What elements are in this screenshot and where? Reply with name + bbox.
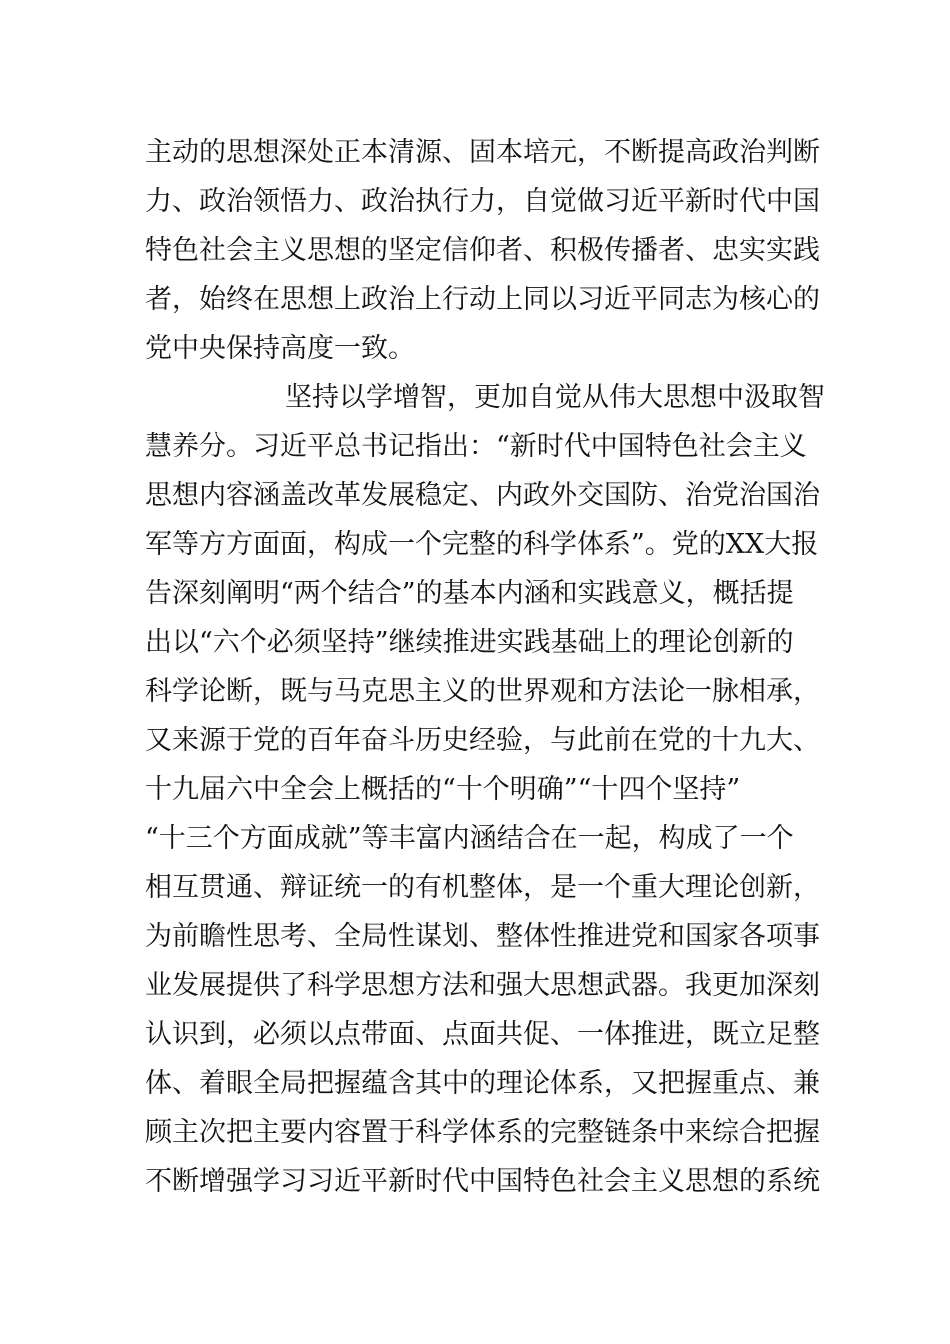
- text-line: 认识到，必须以点带面、点面共促、一体推进，既立足整: [145, 1019, 820, 1050]
- body-text: [145, 128, 825, 1206]
- text-line: 党中央保持高度一致。: [145, 333, 415, 364]
- text-line: 顾主次把主要内容置于科学体系的完整链条中来综合把握: [145, 1117, 820, 1148]
- text-line: 相互贯通、辩证统一的有机整体，是一个重大理论创新，: [145, 872, 820, 903]
- text-line: 业发展提供了科学思想方法和强大思想武器。我更加深刻: [145, 970, 820, 1001]
- text-line: 军等方方面面，构成一个完整的科学体系”。党的XX大报: [145, 529, 819, 560]
- text-line: 者，始终在思想上政治上行动上同以习近平同志为核心的: [145, 284, 820, 315]
- text-line: 主动的思想深处正本清源、固本培元，不断提高政治判断: [145, 137, 820, 168]
- text-line: 告深刻阐明“两个结合”的基本内涵和实践意义，概括提: [145, 578, 794, 609]
- text-line: 又来源于党的百年奋斗历史经验，与此前在党的十九大、: [145, 725, 820, 756]
- text-line: 科学论断，既与马克思主义的世界观和方法论一脉相承，: [145, 676, 820, 707]
- text-line: “十三个方面成就”等丰富内涵结合在一起，构成了一个: [145, 823, 794, 854]
- text-line: 体、着眼全局把握蕴含其中的理论体系，又把握重点、兼: [145, 1068, 820, 1099]
- text-line: 不断增强学习习近平新时代中国特色社会主义思想的系统: [145, 1166, 820, 1197]
- text-line: 特色社会主义思想的坚定信仰者、积极传播者、忠实实践: [145, 235, 820, 266]
- text-line: 慧养分。习近平总书记指出：“新时代中国特色社会主义: [145, 431, 807, 462]
- paragraph-start-line: 坚持以学增智，更加自觉从伟大思想中汲取智: [285, 382, 825, 413]
- text-line: 十九届六中全会上概括的“十个明确”“十四个坚持”: [145, 774, 741, 805]
- text-line: 为前瞻性思考、全局性谋划、整体性推进党和国家各项事: [145, 921, 820, 952]
- text-line: 出以“六个必须坚持”继续推进实践基础上的理论创新的: [145, 627, 794, 658]
- text-line: 思想内容涵盖改革发展稳定、内政外交国防、治党治国治: [145, 480, 820, 511]
- text-line: 力、政治领悟力、政治执行力，自觉做习近平新时代中国: [145, 186, 820, 217]
